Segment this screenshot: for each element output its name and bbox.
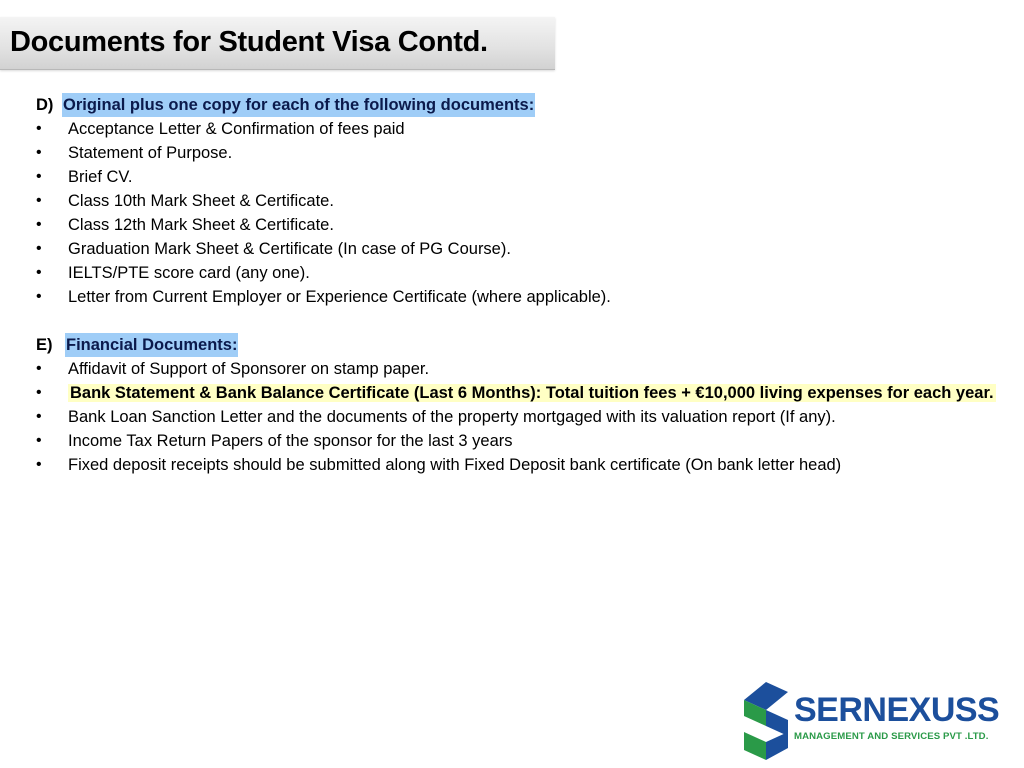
bullet-icon: • [36,288,42,305]
bullet-icon: • [36,360,42,377]
section-e-heading [36,333,996,357]
list-item-text: Acceptance Letter & Confirmation of fees paid [68,120,405,138]
page-title: Documents for Student Visa Contd. [10,26,488,58]
bullet-icon: • [36,264,42,281]
list-item-text: Class 10th Mark Sheet & Certificate. [68,192,334,210]
list-item [36,405,996,429]
list-item [36,357,996,381]
bullet-icon: • [36,384,42,401]
logo-name: SERNEXUSS [794,691,1000,729]
list-item-text: Brief CV. [68,168,133,186]
bullet-icon: • [36,168,42,185]
section-e-title: Financial Documents: [65,333,238,357]
list-item-text: Class 12th Mark Sheet & Certificate. [68,216,334,234]
list-item [36,237,996,261]
list-item-text: Affidavit of Support of Sponsorer on stamp paper. [68,360,430,378]
list-item [36,117,996,141]
list-item [36,141,996,165]
section-d-heading [36,93,996,117]
list-item [36,213,996,237]
list-item-text [68,381,996,405]
list-item [36,453,996,477]
list-item-text: IELTS/PTE score card (any one). [68,264,310,282]
list-item-text: Statement of Purpose. [68,144,233,162]
list-item-text: Graduation Mark Sheet & Certificate (In case of PG Course). [68,240,511,258]
list-item-text: Income Tax Return Papers of the sponsor for the last 3 years [68,432,513,450]
section-d-list [36,117,996,309]
section-e-letter: E) [36,336,53,354]
list-item [36,189,996,213]
list-item [36,165,996,189]
company-logo [744,680,1014,762]
list-item-text: Letter from Current Employer or Experience Certificate (where applicable). [68,288,611,306]
bullet-icon: • [36,192,42,209]
list-item [36,429,996,453]
bullet-icon: • [36,216,42,233]
list-item [36,261,996,285]
title-bar [0,17,555,70]
highlighted-requirement: Bank Statement & Bank Balance Certificate (Last 6 Months): Total tuition fees + €10,000 living expenses for each year. [70,384,994,402]
bullet-icon: • [36,432,42,449]
section-d-letter: D) [36,96,54,114]
bullet-icon: • [36,456,42,473]
section-e-list [36,357,996,477]
bullet-icon: • [36,144,42,161]
slide-content [36,93,996,477]
logo-mark-icon [744,680,790,762]
logo-tagline: MANAGEMENT AND SERVICES PVT .LTD. [794,731,989,742]
bullet-icon: • [36,240,42,257]
list-item-text: Fixed deposit receipts should be submitted along with Fixed Deposit bank certificate (On bank letter head) [68,456,842,474]
bullet-icon: • [36,408,42,425]
list-item-text: Bank Loan Sanction Letter and the documents of the property mortgaged with its valuation report (If any). [68,408,836,426]
list-item [36,285,996,309]
list-item [36,381,996,405]
section-d-title: Original plus one copy for each of the following documents: [62,93,535,117]
section-spacer [36,309,996,333]
bullet-icon: • [36,120,42,137]
